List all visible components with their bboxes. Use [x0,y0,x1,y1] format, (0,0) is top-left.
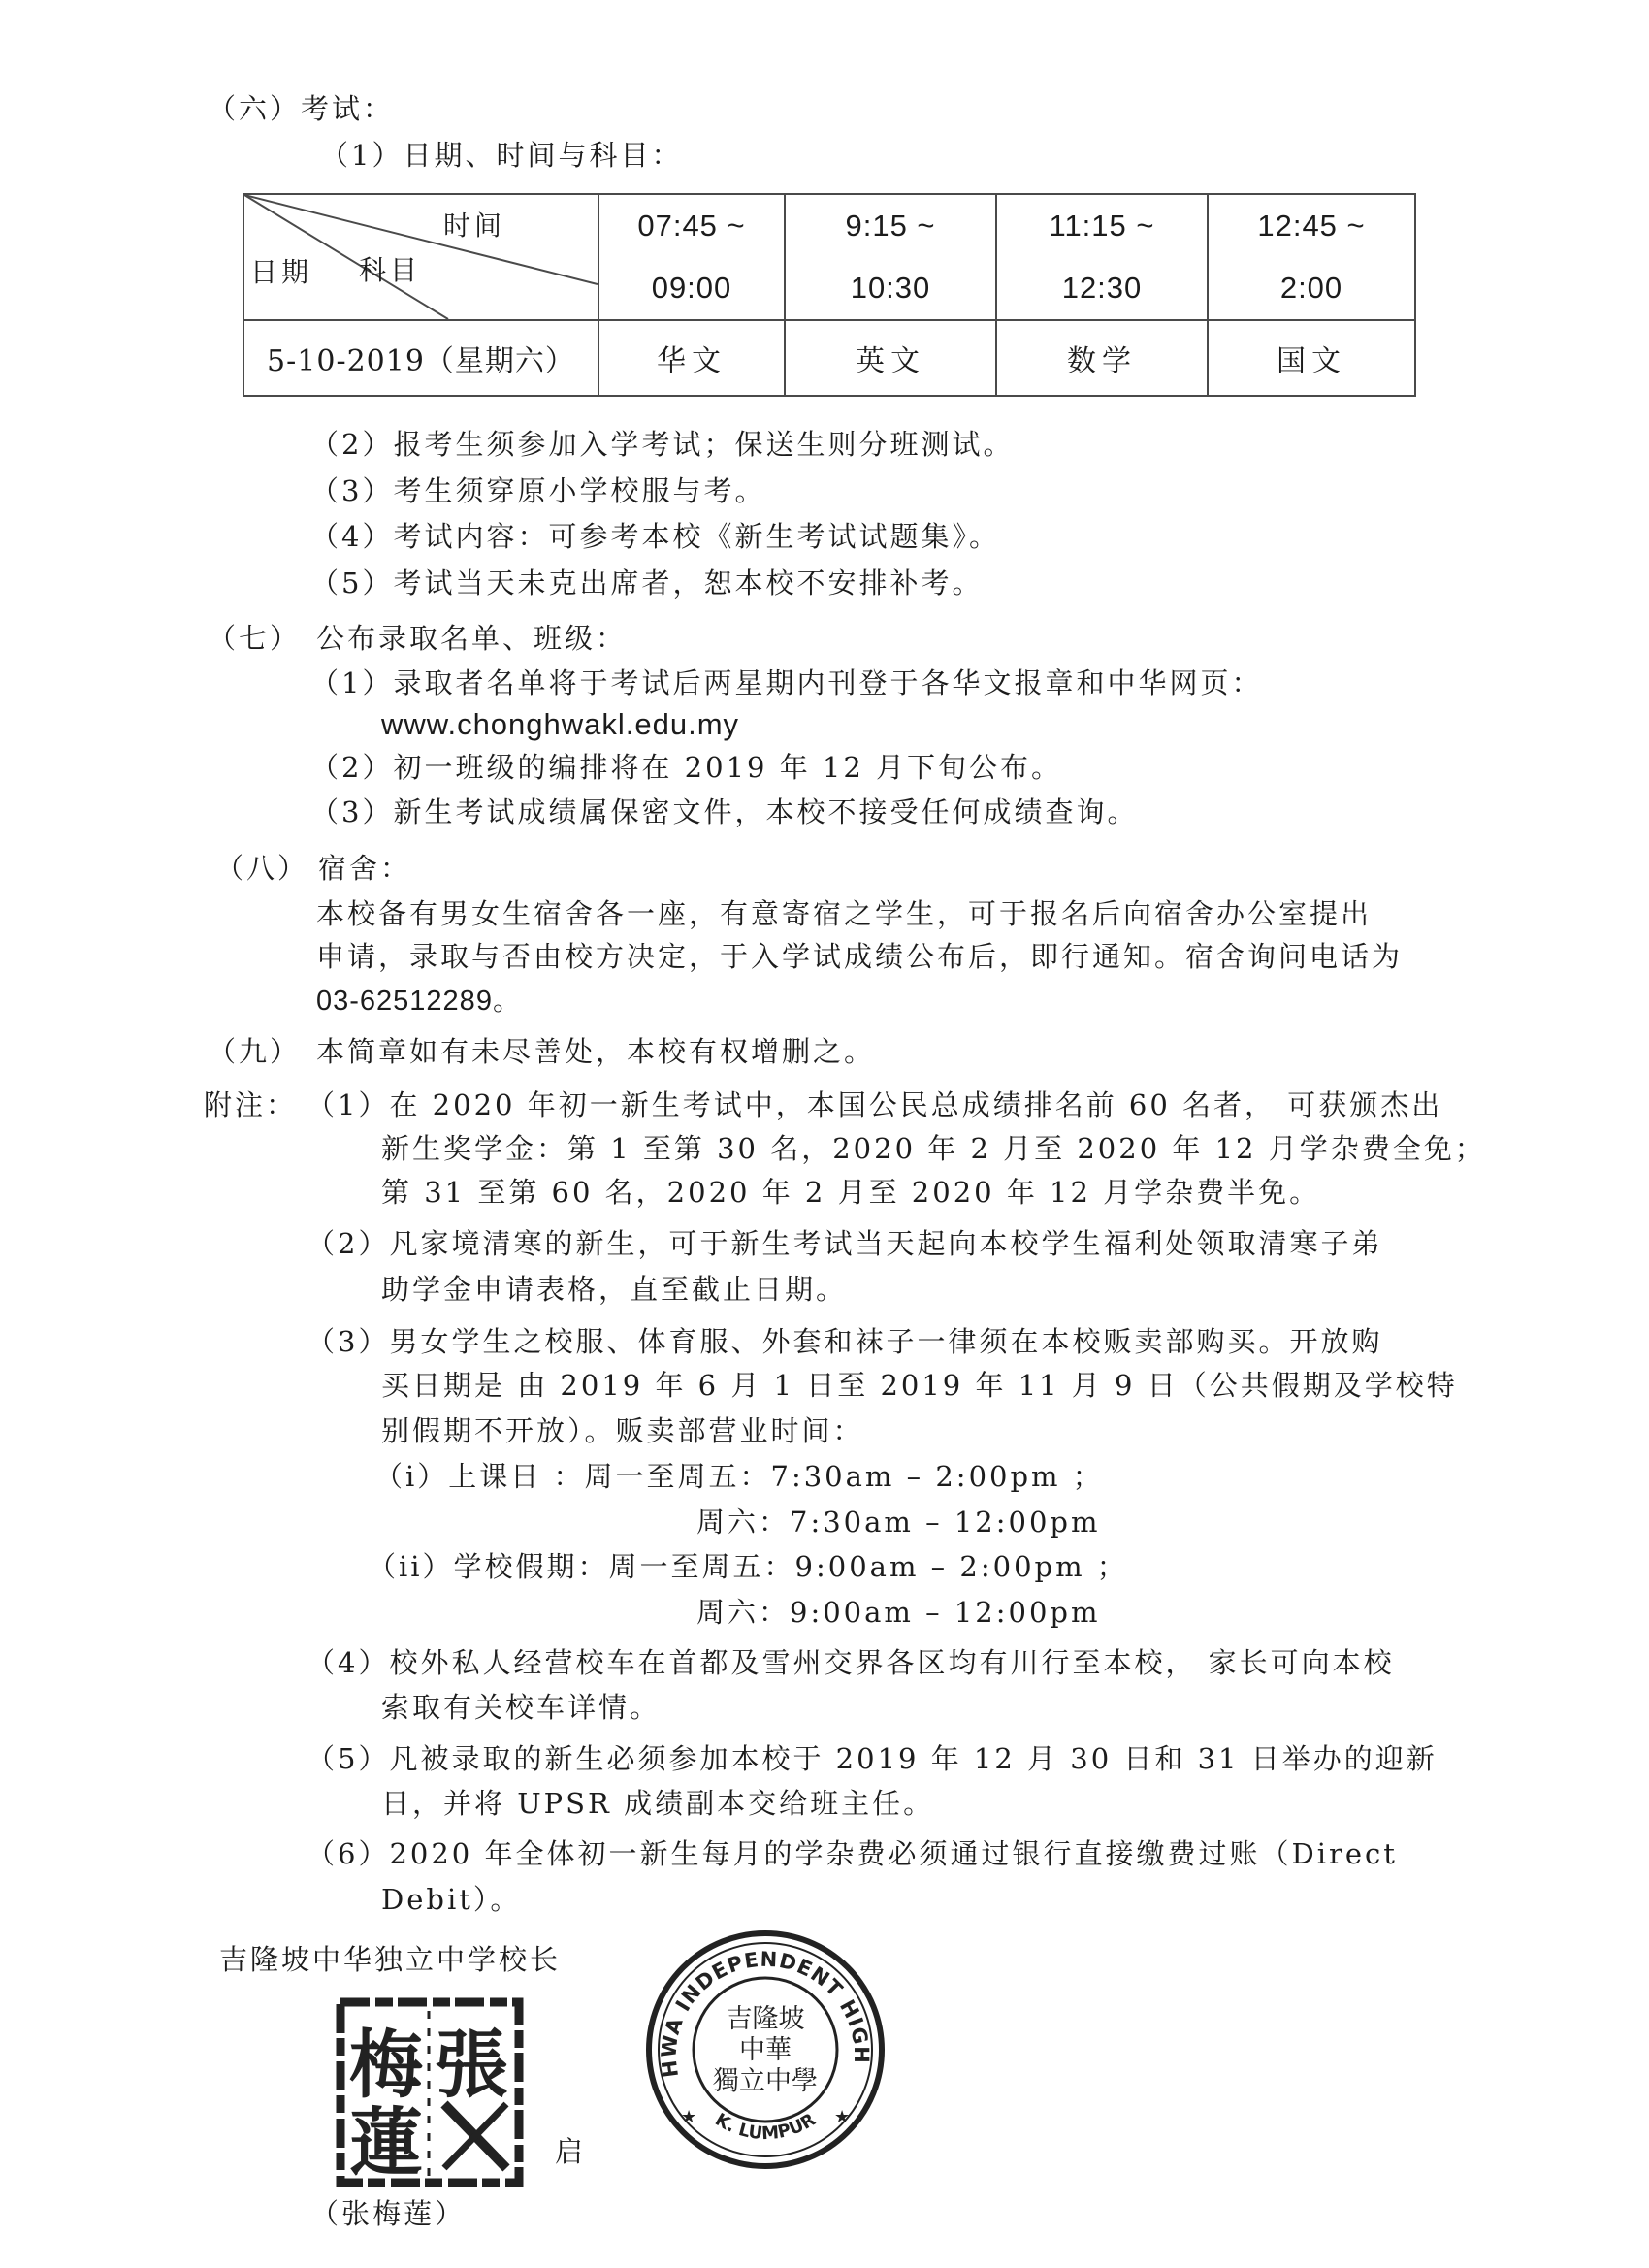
note-line: （1）在 2020 年初一新生考试中，本国公民总成绩排名前 60 名者， 可获颁杰出 [307,1088,1443,1121]
diag-time-label: 时间 [443,210,506,242]
seal-inner-line1: 吉隆坡 [726,2004,805,2034]
note-line: （5）凡被录取的新生必须参加本校于 2019 年 12 月 30 日和 31 日举办的迎新 [307,1742,1438,1775]
notes-label: 附注： [204,1088,298,1121]
seal-bottom-text: K. LUMPUR [711,2109,820,2145]
svg-text:★: ★ [834,2107,851,2127]
section7-item3: （3）新生考试成绩属保密文件，本校不接受任何成绩查询。 [310,795,1139,828]
section6-heading: （六）考试： [208,92,395,125]
time-start: 07:45 ~ [637,209,746,243]
seal-inner-line2: 中華 [739,2035,792,2065]
diag-date-label: 日期 [250,256,313,288]
svg-text:★: ★ [681,2107,697,2127]
time-cell-2 [785,194,996,320]
note-line: （4）校外私人经营校车在首都及雪州交界各区均有川行至本校， 家长可向本校 [307,1646,1395,1679]
principal-name: （张梅莲） [310,2197,467,2230]
note-line: （3）男女学生之校服、体育服、外套和袜子一律须在本校贩卖部购买。开放购 [307,1325,1383,1358]
diag-subject-label: 科目 [359,254,422,286]
note-line: （2）凡家境清寒的新生，可于新生考试当天起向本校学生福利处领取清寒子弟 [307,1227,1383,1260]
subject-cell-4: 国文 [1208,320,1415,396]
shop-hours-holiday: （ii）学校假期：周一至周五：9:00am – 2:00pm ； [368,1550,1128,1583]
shop-hours-schoolday: （i）上课日 ：周一至周五：7:30am – 2:00pm ； [374,1460,1104,1493]
section6-item3: （3）考生须穿原小学校服与考。 [310,474,766,507]
note-line: 新生奖学金：第 1 至第 30 名，2020 年 2 月至 2020 年 12 月学杂费全免； [381,1132,1486,1165]
section9-number: （九） [208,1035,302,1068]
svg-text:梅: 梅 [349,2022,423,2108]
note-line: 助学金申请表格，直至截止日期。 [381,1273,848,1306]
subject-cell-2: 英文 [785,320,996,396]
section6-item4: （4）考试内容：可参考本校《新生考试试题集》。 [310,520,1000,553]
school-round-seal [644,1928,887,2171]
section9-text: 本简章如有未尽善处，本校有权增删之。 [316,1035,876,1068]
note-line: Debit）。 [381,1883,522,1916]
principal-title: 吉隆坡中华独立中学校长 [219,1943,562,1976]
time-end: 12:30 [1061,271,1143,305]
section7-item1: （1）录取者名单将于考试后两星期内刊登于各华文报章和中华网页： [310,666,1263,699]
time-end: 2:00 [1279,271,1343,305]
time-cell-4 [1208,194,1415,320]
section8-heading: 宿舍： [318,852,412,885]
section7-number: （七） [208,622,302,655]
note-line: 索取有关校车详情。 [381,1691,662,1724]
exam-date-cell: 5-10-2019（星期六） [243,320,598,396]
time-start: 11:15 ~ [1049,209,1155,243]
school-website-url: www.chonghwakl.edu.my [381,707,740,741]
time-end: 09:00 [651,271,732,305]
svg-text:K. LUMPUR [711,2110,819,2145]
shop-hours-holiday-saturday: 周六：9:00am – 12:00pm [696,1596,1101,1629]
seal-inner-line3: 獨立中學 [713,2066,818,2096]
svg-text:張: 張 [435,2022,508,2108]
signature-qi: 启 [555,2135,587,2168]
subject-cell-1: 华文 [598,320,785,396]
section6-item5: （5）考试当天未克出席者，恕本校不安排补考。 [310,567,984,599]
table-corner-cell [243,194,598,320]
time-cell-1 [598,194,785,320]
section8-line1: 本校备有男女生宿舍各一座，有意寄宿之学生，可于报名后向宿舍办公室提出 [316,897,1373,930]
note-line: 买日期是 由 2019 年 6 月 1 日至 2019 年 11 月 9 日（公共假期及学校特 [381,1369,1458,1402]
subject-cell-3: 数学 [996,320,1208,396]
dormitory-phone: 03-62512289。 [316,986,522,1017]
shop-hours-schoolday-saturday: 周六：7:30am – 12:00pm [696,1506,1101,1539]
section7-item2: （2）初一班级的编排将在 2019 年 12 月下旬公布。 [310,751,1063,784]
section8-number: （八） [215,852,309,885]
section7-heading: 公布录取名单、班级： [316,622,628,655]
note-line: （6）2020 年全体初一新生每月的学杂费必须通过银行直接缴费过账（Direct [307,1837,1398,1870]
seal-outer-text: HWA INDEPENDENT HIGH [657,1947,874,2080]
section8-line2: 申请，录取与否由校方决定，于入学试成绩公布后，即行通知。宿舍询问电话为 [316,940,1404,973]
section6-sub1: （1）日期、时间与科目： [320,139,683,172]
note-line: 别假期不开放）。贩卖部营业时间： [381,1414,864,1447]
svg-text:蓮: 蓮 [349,2099,423,2186]
principal-square-seal [336,1997,524,2187]
note-line: 第 31 至第 60 名，2020 年 2 月至 2020 年 12 月学杂费半免。 [381,1176,1321,1209]
exam-schedule-table [242,193,1416,397]
time-end: 10:30 [850,271,931,305]
time-cell-3 [996,194,1208,320]
time-start: 9:15 ~ [845,209,936,243]
time-start: 12:45 ~ [1257,209,1366,243]
note-line: 日，并将 UPSR 成绩副本交给班主任。 [381,1787,935,1820]
section6-item2: （2）报考生须参加入学考试；保送生则分班测试。 [310,428,1015,461]
